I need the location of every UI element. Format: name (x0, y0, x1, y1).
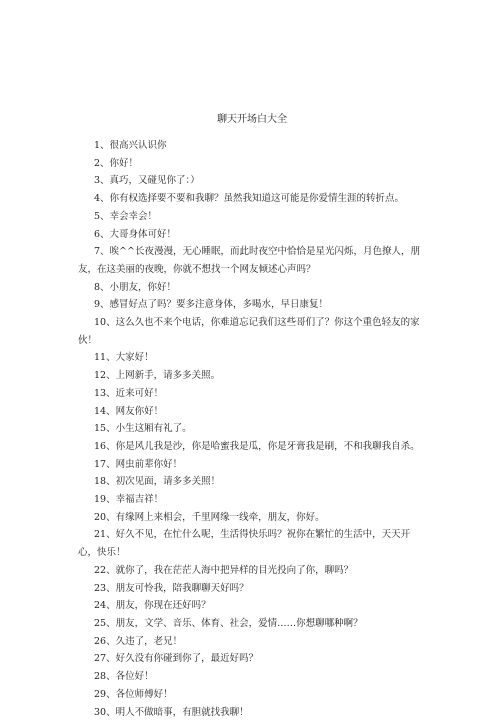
list-item: 27、好久没有你碰到你了，最近好吗？ (78, 650, 428, 668)
list-item: 26、久违了，老兄！ (78, 633, 428, 651)
opening-lines-list (78, 137, 428, 721)
list-item: 30、明人不做暗事，有胆就找我聊！ (78, 704, 428, 721)
list-item: 15、小生这厢有礼了。 (78, 420, 428, 438)
list-item: 25、朋友，文学、音乐、体育、社会，爱情……你想聊哪种啊？ (78, 615, 428, 633)
list-item: 17、网虫前辈你好！ (78, 456, 428, 474)
list-item: 11、大家好！ (78, 349, 428, 367)
list-item: 13、近来可好！ (78, 385, 428, 403)
list-item: 21、好久不见，在忙什么呢，生活得快乐吗？祝你在繁忙的生活中，天天开心，快乐！ (78, 526, 428, 561)
list-item: 9、感冒好点了吗？要多注意身体，多喝水，早日康复！ (78, 296, 428, 314)
list-item: 24、朋友，你现在还好吗？ (78, 597, 428, 615)
list-item: 12、上网新手，请多多关照。 (78, 367, 428, 385)
list-item: 29、各位师傅好！ (78, 686, 428, 704)
list-item: 20、有缘网上来相会，千里网缘一线牵，朋友，你好。 (78, 509, 428, 527)
list-item: 7、唉^^长夜漫漫，无心睡眠，而此时夜空中恰恰是星光闪烁，月色撩人，朋友，在这美丽的夜晚，你就不想找一个网友倾述心声吗？ (78, 243, 428, 278)
list-item: 4、你有权选择要不要和我聊？虽然我知道这可能是你爱情生涯的转折点。 (78, 190, 428, 208)
list-item: 3、真巧，又碰见你了：） (78, 172, 428, 190)
list-item: 28、各位好！ (78, 668, 428, 686)
list-item: 14、网友你好！ (78, 403, 428, 421)
list-item: 18、初次见面，请多多关照！ (78, 473, 428, 491)
list-item: 2、你好！ (78, 155, 428, 173)
list-item: 22、就你了，我在茫茫人海中把异样的目光投向了你，聊吗？ (78, 562, 428, 580)
list-item: 23、朋友可怜我，陪我聊聊天好吗？ (78, 580, 428, 598)
list-item: 5、幸会幸会！ (78, 208, 428, 226)
list-item: 16、你是风儿我是沙，你是哈蜜我是瓜，你是牙膏我是刷，不和我聊我自杀。 (78, 438, 428, 456)
list-item: 6、大哥身体可好！ (78, 226, 428, 244)
document-title: 聊天开场白大全 (0, 113, 504, 127)
list-item: 10、这么久也不来个电话，你难道忘记我们这些哥们了？你这个重色轻友的家伙！ (78, 314, 428, 349)
list-item: 1、很高兴认识你 (78, 137, 428, 155)
list-item: 19、幸福吉祥！ (78, 491, 428, 509)
list-item: 8、小朋友，你好！ (78, 279, 428, 297)
